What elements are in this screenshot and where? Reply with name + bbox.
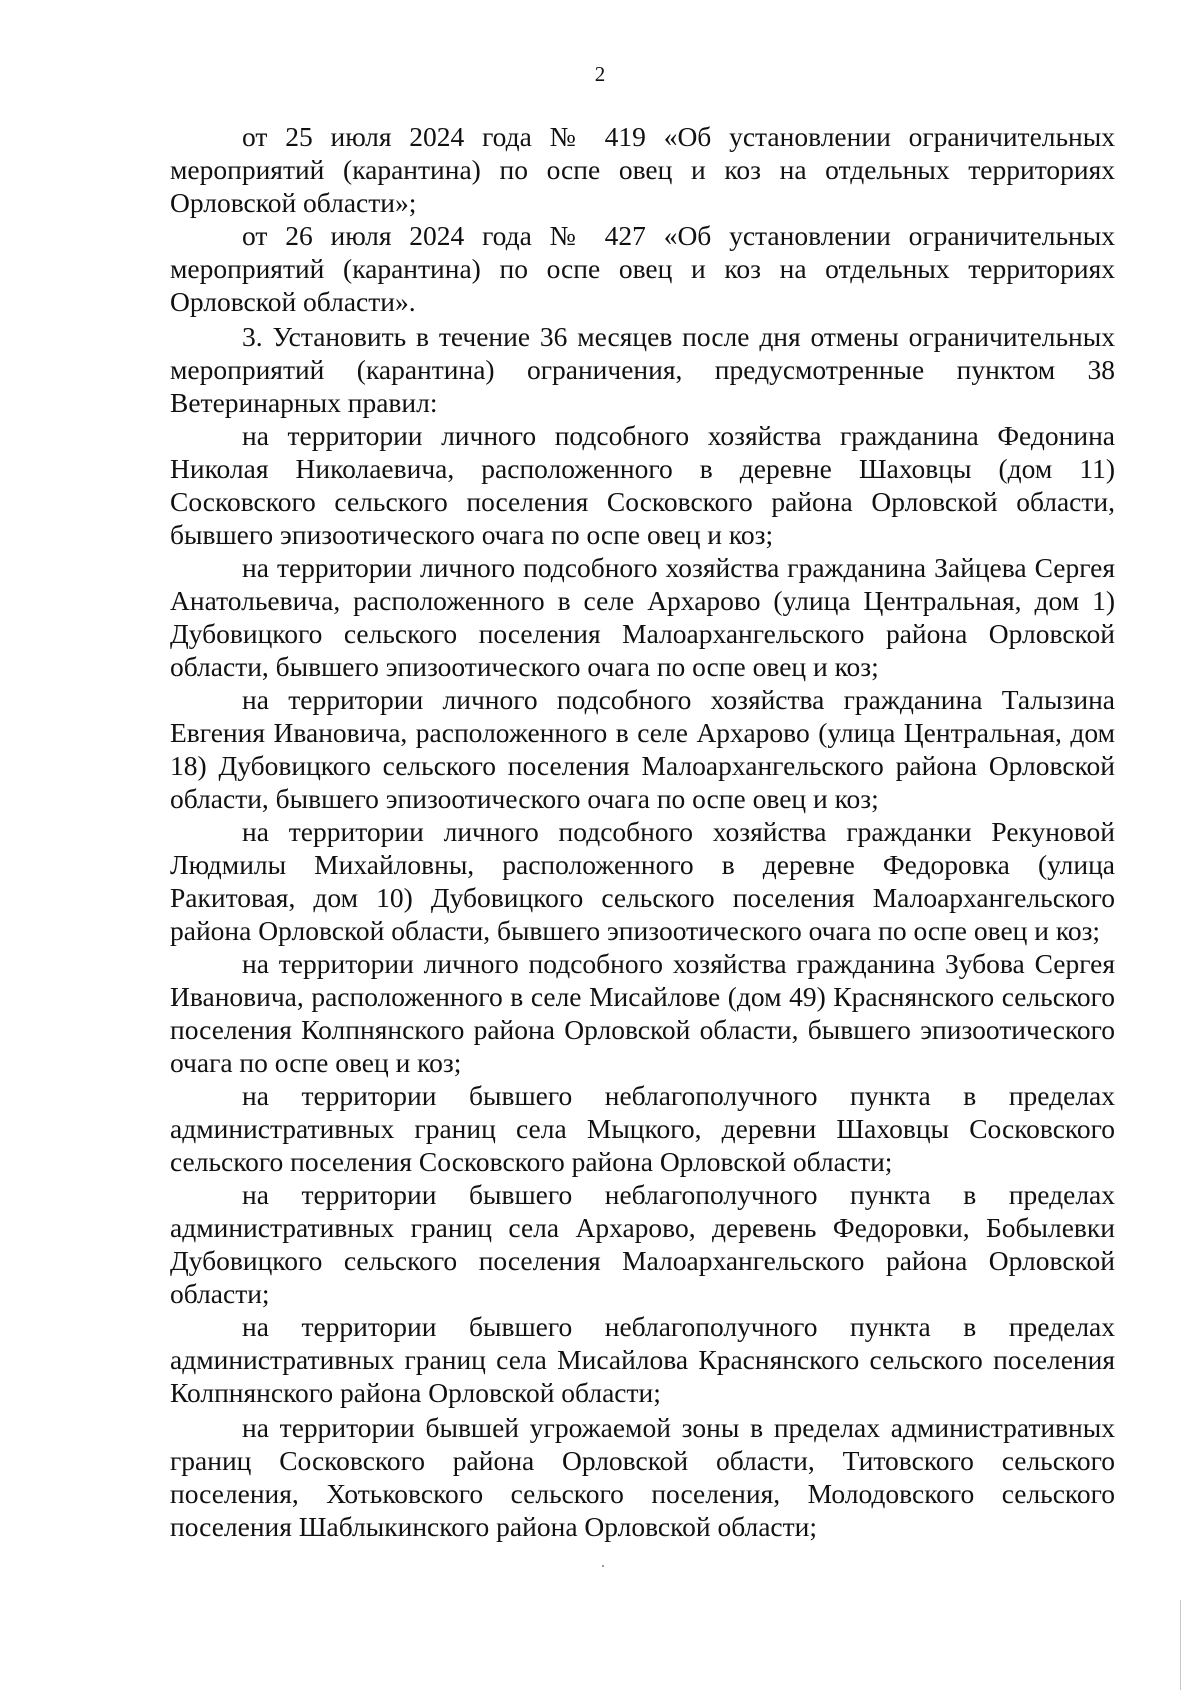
paragraph-zubov-farm: на территории личного подсобного хозяйства гражданина Зубова Сергея Ивановича, расположенного в селе Мисайлове (дом 49) Краснянского сельского поселения Колпнянского района Орловской области, бывшего эпизоотического очага по оспе овец и коз; [170, 948, 1115, 1078]
document-body [170, 120, 1115, 1543]
page-number: 2 [594, 62, 606, 86]
paragraph-arkharovo-point: на территории бывшего неблагополучного пункта в пределах административных границ села Архарово, деревень Федоровки, Бобылевки Дубовицкого сельского поселения Малоархангельского района Орловской области; [170, 1179, 1115, 1309]
scan-speck [602, 1565, 604, 1567]
paragraph-item-3: 3. Установить в течение 36 месяцев после дня отмены ограничительных мероприятий (карантина) ограничения, предусмотренные пунктом 38 Ветеринарных правил: [170, 321, 1115, 418]
paragraph-fedonin-farm: на территории личного подсобного хозяйства гражданина Федонина Николая Николаевича, расположенного в деревне Шаховцы (дом 11) Сосковского сельского поселения Сосковского района Орловской области, бывшего эпизоотического очага по оспе овец и коз; [170, 420, 1115, 550]
scan-edge-mark [1180, 1600, 1181, 1690]
paragraph-mytskoe-point: на территории бывшего неблагополучного пункта в пределах административных границ села Мыцкого, деревни Шаховцы Сосковского сельского поселения Сосковского района Орловской области; [170, 1080, 1115, 1177]
paragraph-decree-419: от 25 июля 2024 года № 419 «Об установлении ограничительных мероприятий (карантина) по оспе овец и коз на отдельных территориях Орловской области»; [170, 121, 1115, 218]
paragraph-threatened-zone: на территории бывшей угрожаемой зоны в пределах административных границ Сосковского района Орловской области, Титовского сельского поселения, Хотьковского сельского поселения, Молодовского сельского поселения Шаблыкинского района Орловской области; [170, 1412, 1115, 1542]
paragraph-talyzin-farm: на территории личного подсобного хозяйства гражданина Талызина Евгения Ивановича, расположенного в селе Архарово (улица Центральная, дом 18) Дубовицкого сельского поселения Малоархангельского района Орловской области, бывшего эпизоотического очага по оспе овец и коз; [170, 684, 1115, 814]
paragraph-rekunova-farm: на территории личного подсобного хозяйства гражданки Рекуновой Людмилы Михайловны, расположенного в деревне Федоровка (улица Ракитовая, дом 10) Дубовицкого сельского поселения Малоархангельского района Орловской области, бывшего эпизоотического очага по оспе овец и коз; [170, 816, 1115, 946]
paragraph-decree-427: от 26 июля 2024 года № 427 «Об установлении ограничительных мероприятий (карантина) по оспе овец и коз на отдельных территориях Орловской области». [170, 220, 1115, 317]
paragraph-misailovo-point: на территории бывшего неблагополучного пункта в пределах административных границ села Мисайлова Краснянского сельского поселения Колпнянского района Орловской области; [170, 1311, 1115, 1408]
paragraph-zaitsev-farm: на территории личного подсобного хозяйства гражданина Зайцева Сергея Анатольевича, расположенного в селе Архарово (улица Центральная, дом 1) Дубовицкого сельского поселения Малоархангельского района Орловской области, бывшего эпизоотического очага по оспе овец и коз; [170, 552, 1115, 682]
